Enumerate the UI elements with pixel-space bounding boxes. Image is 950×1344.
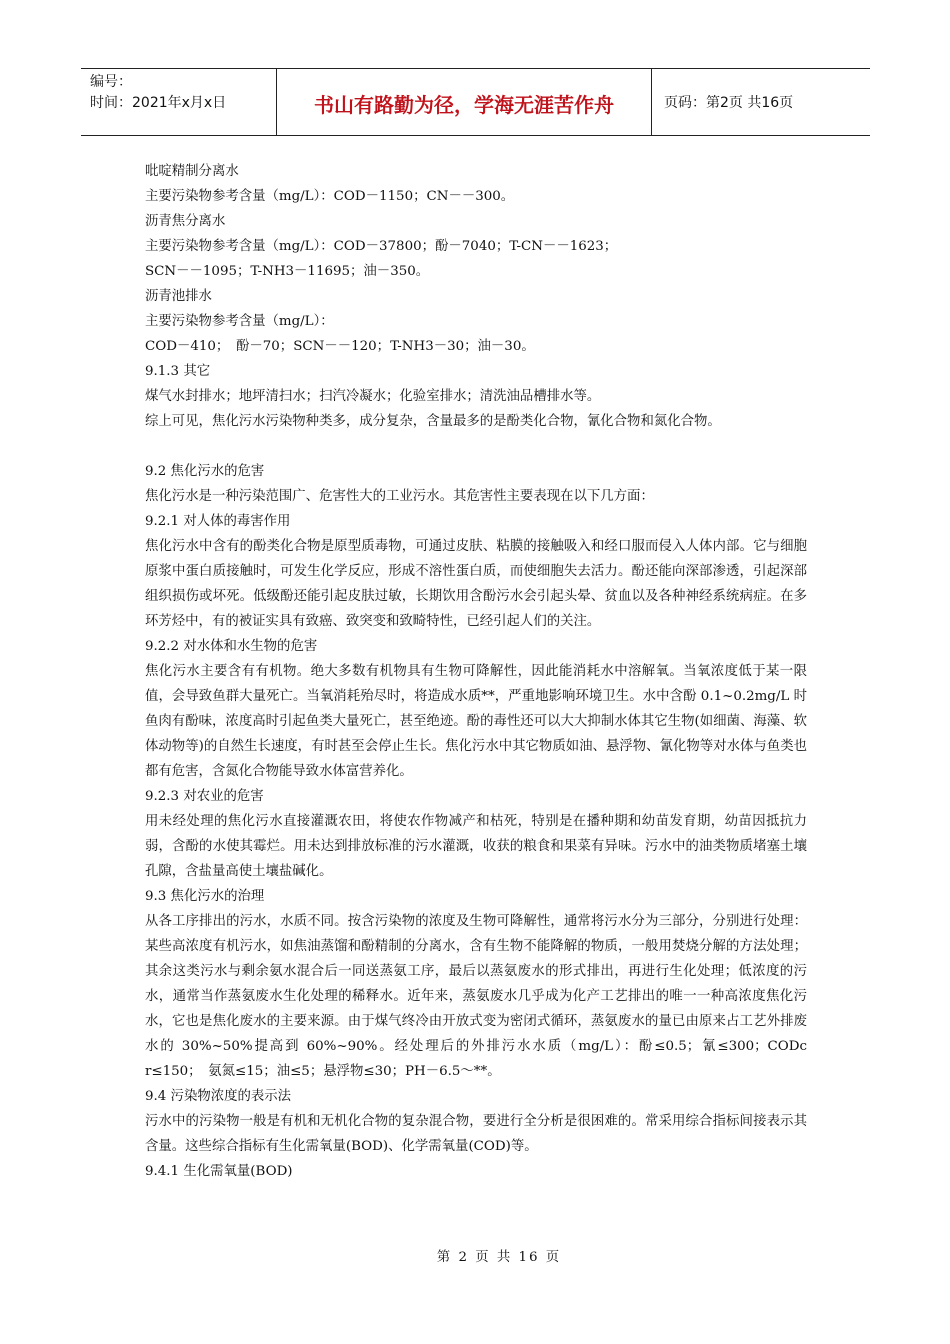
text-line: 主要污染物参考含量（mg/L）： — [145, 314, 334, 329]
document-code-label: 编号： — [90, 74, 132, 90]
section-heading: 9.1.3 其它 — [145, 364, 211, 379]
blank-line — [145, 434, 807, 459]
page-footer: 第 2 页 共 16 页 — [436, 1250, 562, 1265]
section-heading: 9.4 污染物浓度的表示法 — [145, 1089, 292, 1104]
header-motto: 书山有路勤为径，学海无涯苦作舟 — [277, 69, 652, 135]
paragraph: 污水中的污染物一般是有机和无机化合物的复杂混合物，要进行全分析是很困难的。常采用综合指标间接表示其含量。这些综合指标有生化需氧量(BOD)、化学需氧量(COD)等。 — [145, 1114, 807, 1154]
text-line: 焦化污水是一种污染范围广、危害性大的工业污水。其危害性主要表现在以下几方面： — [145, 489, 654, 504]
text-line: 主要污染物参考含量（mg/L）：COD－37800；酚－7040；T-CN－－1623； — [145, 239, 618, 254]
section-heading: 9.2.1 对人体的毒害作用 — [145, 514, 291, 529]
text-line: COD－410； 酚－70；SCN－－120；T-NH3－30；油－30。 — [145, 339, 535, 354]
section-heading: 9.3 焦化污水的治理 — [145, 889, 265, 904]
paragraph: 从各工序排出的污水，水质不同。按含污染物的浓度及生物可降解性，通常将污水分为三部分，分别进行处理：某些高浓度有机污水，如焦油蒸馏和酚精制的分离水，含有生物不能降解的物质，一般用焚烧分解的方法处理；其余这类污水与剩余氨水混合后一同送蒸氨工序，最后以蒸氨废水的形式排出，再进行生化处理；低浓度的污水，通常当作蒸氨废水生化处理的稀释水。近年来，蒸氨废水几乎成为化产工艺排出的唯一一种高浓度焦化污水，它也是焦化废水的主要来源。由于煤气终冷由开放式变为密闭式循环，蒸氨废水的量已由原来占工艺外排废水的 30%~50%提高到 60%~90%。经处理后的外排污水水质（mg/L）：酚≤0.5；氰≤300；CODc r≤150； 氨氮≤15；油≤5；悬浮物≤30；PH－6.5～**。 — [145, 914, 807, 1079]
text-line: 煤气水封排水；地坪清扫水；扫汽冷凝水；化验室排水；清洗油品槽排水等。 — [145, 389, 601, 404]
text-line: 吡啶精制分离水 — [145, 164, 239, 179]
section-heading: 9.2 焦化污水的危害 — [145, 464, 265, 479]
text-line: 主要污染物参考含量（mg/L）：COD－1150；CN－－300。 — [145, 189, 515, 204]
section-heading: 9.4.1 生化需氧量(BOD) — [145, 1164, 293, 1179]
paragraph: 焦化污水中含有的酚类化合物是原型质毒物，可通过皮肤、粘膜的接触吸入和经口服而侵入人体内部。它与细胞原浆中蛋白质接触时，可发生化学反应，形成不溶性蛋白质，而使细胞失去活力。酚还能向深部渗透，引起深部组织损伤或坏死。低级酚还能引起皮肤过敏，长期饮用含酚污水会引起头晕、贫血以及各种神经系统病症。在多环芳烃中，有的被证实具有致癌、致突变和致畸特性，已经引起人们的关注。 — [145, 539, 807, 629]
header-page-info: 页码：第2页 共16页 — [664, 95, 794, 111]
document-date: 时间：2021年x月x日 — [90, 95, 227, 111]
paragraph: 用未经处理的焦化污水直接灌溉农田，将使农作物减产和枯死，特别是在播种期和幼苗发育期，幼苗因抵抗力弱，含酚的水使其霉烂。用未达到排放标准的污水灌溉，收获的粮食和果菜有异味。污水中的油类物质堵塞土壤孔隙，含盐量高使土壤盐碱化。 — [145, 814, 807, 879]
paragraph: 焦化污水主要含有有机物。绝大多数有机物具有生物可降解性，因此能消耗水中溶解氧。当氧浓度低于某一限值，会导致鱼群大量死亡。当氧消耗殆尽时，将造成水质**，严重地影响环境卫生。水中含酚 0.1~0.2mg/L 时鱼肉有酚味，浓度高时引起鱼类大量死亡，甚至绝迹。酚的毒性还可以大大抑制水体其它生物(如细菌、海藻、软体动物等)的自然生长速度，有时甚至会停止生长。焦化污水中其它物质如油、悬浮物、氰化物等对水体与鱼类也都有危害，含氮化合物能导致水体富营养化。 — [145, 664, 807, 779]
page-header — [81, 68, 870, 136]
section-heading: 9.2.2 对水体和水生物的危害 — [145, 639, 318, 654]
text-line: 综上可见，焦化污水污染物种类多，成分复杂，含量最多的是酚类化合物，氰化合物和氮化合物。 — [145, 414, 721, 429]
header-meta — [81, 69, 277, 135]
text-line: SCN－－1095；T-NH3－11695；油－350。 — [145, 264, 430, 279]
document-body — [145, 159, 807, 1184]
text-line: 沥青池排水 — [145, 289, 212, 304]
section-heading: 9.2.3 对农业的危害 — [145, 789, 264, 804]
text-line: 沥青焦分离水 — [145, 214, 226, 229]
